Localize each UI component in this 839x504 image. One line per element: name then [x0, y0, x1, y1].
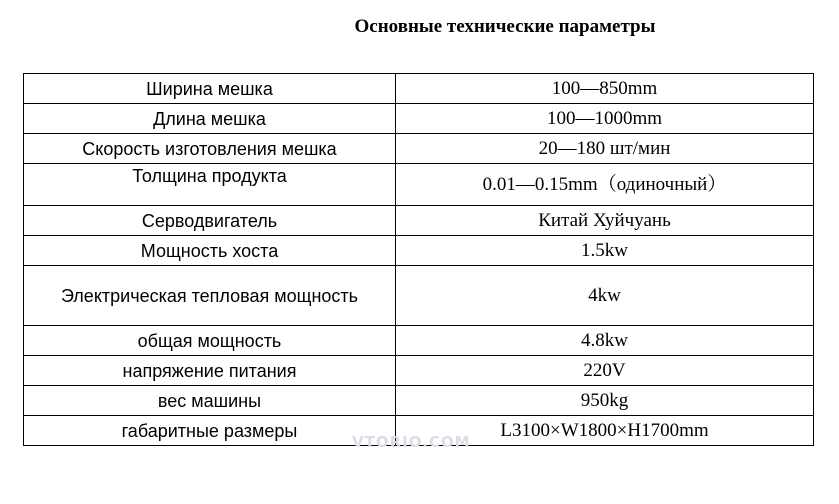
param-cell: Серводвигатель	[24, 206, 396, 236]
table-row	[24, 326, 814, 356]
param-cell: напряжение питания	[24, 356, 396, 386]
param-cell: Толщина продукта	[24, 164, 396, 206]
table-row	[24, 206, 814, 236]
table-row	[24, 236, 814, 266]
value-cell: 4kw	[396, 266, 814, 326]
value-cell: 4.8kw	[396, 326, 814, 356]
table-row	[24, 164, 814, 206]
param-cell: общая мощность	[24, 326, 396, 356]
spec-table	[23, 73, 814, 446]
param-cell: Мощность хоста	[24, 236, 396, 266]
value-cell: 220V	[396, 356, 814, 386]
value-cell: Китай Хуйчуань	[396, 206, 814, 236]
value-cell: 20—180 шт/мин	[396, 134, 814, 164]
value-cell: 950kg	[396, 386, 814, 416]
param-cell: Ширина мешка	[24, 74, 396, 104]
value-cell: 1.5kw	[396, 236, 814, 266]
value-cell: L3100×W1800×H1700mm	[396, 416, 814, 446]
value-cell: 100—850mm	[396, 74, 814, 104]
table-row	[24, 134, 814, 164]
table-row	[24, 386, 814, 416]
param-cell: вес машины	[24, 386, 396, 416]
param-cell: Длина мешка	[24, 104, 396, 134]
param-cell: габаритные размеры	[24, 416, 396, 446]
value-cell: 100—1000mm	[396, 104, 814, 134]
value-cell: 0.01—0.15mm（одиночный）	[396, 164, 814, 206]
table-row	[24, 356, 814, 386]
page-title: Основные технические параметры	[354, 16, 656, 37]
table-row	[24, 74, 814, 104]
watermark: VTORIO.COM	[352, 433, 471, 451]
table-row	[24, 104, 814, 134]
table-row	[24, 266, 814, 326]
param-cell: Скорость изготовления мешка	[24, 134, 396, 164]
param-cell: Электрическая тепловая мощность	[24, 266, 396, 326]
